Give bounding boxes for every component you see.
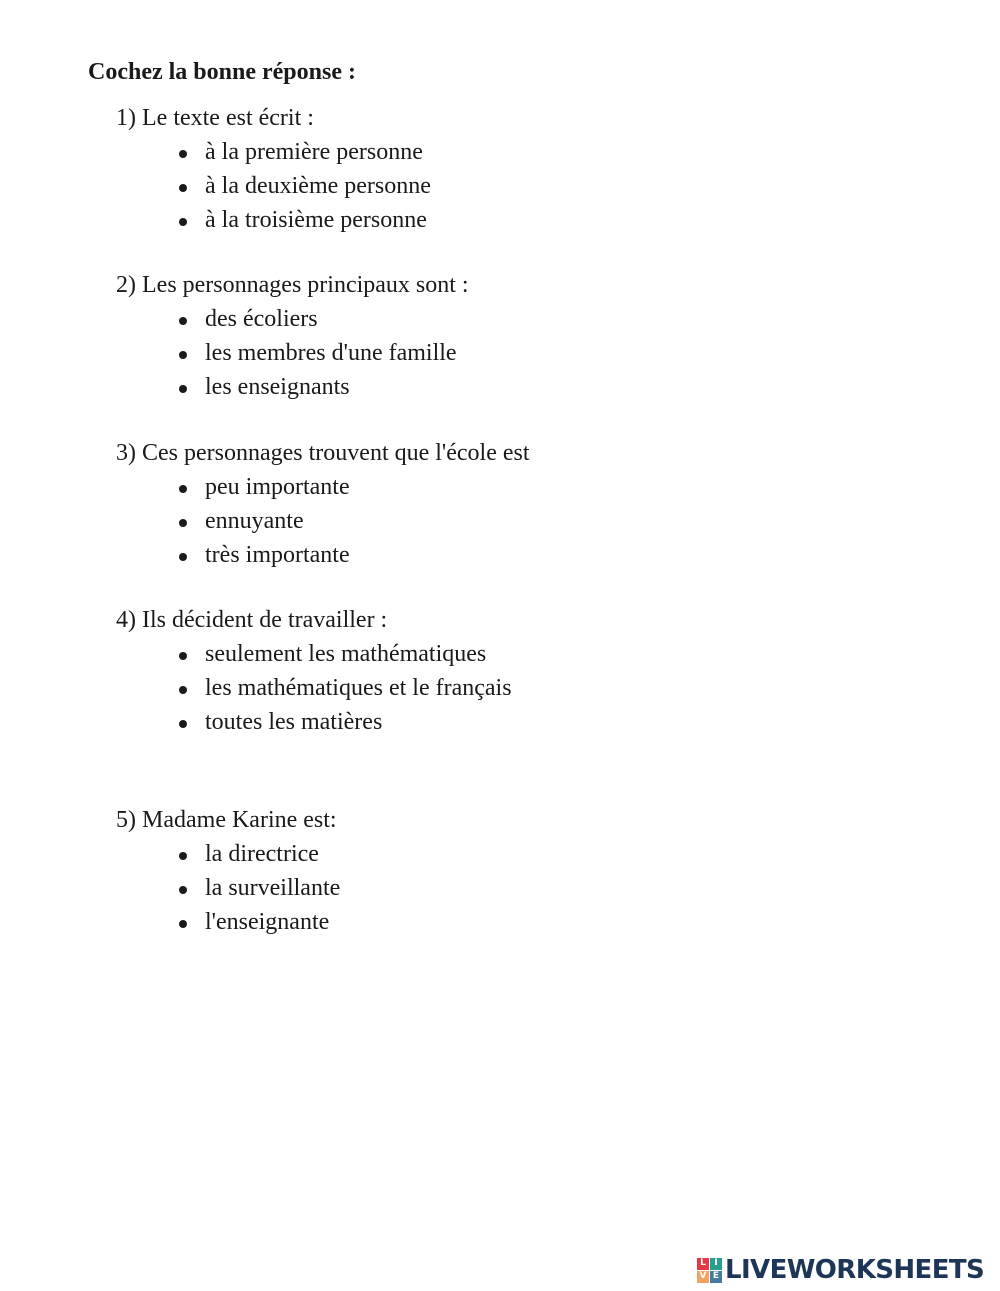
question-3: [116, 436, 530, 573]
bullet-icon: [179, 351, 187, 359]
option-list: [116, 837, 340, 940]
option-item[interactable]: [116, 637, 512, 671]
option-label: à la troisième personne: [205, 207, 427, 234]
question-text: [116, 803, 340, 837]
question-text: [116, 603, 512, 637]
option-label: seulement les mathématiques: [205, 641, 487, 667]
option-item[interactable]: [116, 370, 469, 404]
option-label: toutes les matières: [205, 709, 383, 736]
question-number: 3): [116, 440, 136, 466]
bullet-icon: [179, 553, 187, 561]
logo-text: LIVEWORKSHEETS: [725, 1255, 985, 1285]
option-item[interactable]: [116, 671, 512, 705]
option-list: [116, 637, 512, 740]
worksheet-heading: Cochez la bonne réponse :: [88, 59, 356, 85]
option-list: [116, 135, 431, 238]
bullet-icon: [179, 886, 187, 894]
bullet-icon: [179, 317, 187, 325]
bullet-icon: [179, 184, 187, 192]
badge-letter: L: [697, 1258, 709, 1270]
question-4: [116, 603, 512, 740]
bullet-icon: [179, 720, 187, 728]
question-2: [116, 268, 469, 405]
option-item[interactable]: [116, 203, 431, 237]
option-label: les mathématiques et le français: [205, 675, 512, 702]
badge-letter: V: [697, 1271, 709, 1283]
option-item[interactable]: [116, 871, 340, 905]
option-item[interactable]: [116, 837, 340, 871]
option-item[interactable]: [116, 470, 530, 504]
question-label: Le texte est écrit :: [142, 105, 314, 131]
bullet-icon: [179, 385, 187, 393]
option-label: les enseignants: [205, 374, 350, 401]
question-label: Ces personnages trouvent que l'école est: [142, 440, 530, 466]
bullet-icon: [179, 218, 187, 226]
option-item[interactable]: [116, 336, 469, 370]
option-list: [116, 302, 469, 405]
option-item[interactable]: [116, 538, 530, 572]
option-label: très importante: [205, 542, 350, 569]
question-label: Les personnages principaux sont :: [142, 272, 469, 298]
question-text: [116, 436, 530, 470]
option-item[interactable]: [116, 705, 512, 739]
live-badge-icon: [697, 1258, 722, 1283]
option-label: la surveillante: [205, 875, 341, 902]
option-item[interactable]: [116, 169, 431, 203]
bullet-icon: [179, 852, 187, 860]
question-text: [116, 101, 431, 135]
option-item[interactable]: [116, 504, 530, 538]
question-number: 5): [116, 807, 136, 833]
option-item[interactable]: [116, 905, 340, 939]
liveworksheets-logo: [697, 1254, 984, 1286]
question-label: Ils décident de travailler :: [142, 607, 388, 633]
question-text: [116, 268, 469, 302]
option-label: les membres d'une famille: [205, 340, 457, 367]
question-number: 2): [116, 272, 136, 298]
bullet-icon: [179, 150, 187, 158]
option-item[interactable]: [116, 135, 431, 169]
option-label: à la deuxième personne: [205, 173, 431, 200]
option-label: ennuyante: [205, 508, 304, 535]
option-label: peu importante: [205, 474, 350, 500]
badge-letter: I: [710, 1258, 722, 1270]
option-label: des écoliers: [205, 306, 318, 332]
option-item[interactable]: [116, 302, 469, 336]
bullet-icon: [179, 519, 187, 527]
question-1: [116, 101, 431, 238]
bullet-icon: [179, 920, 187, 928]
badge-letter: E: [710, 1271, 722, 1283]
question-5: [116, 803, 340, 940]
question-number: 4): [116, 607, 136, 633]
option-label: à la première personne: [205, 139, 423, 165]
bullet-icon: [179, 652, 187, 660]
bullet-icon: [179, 686, 187, 694]
option-label: l'enseignante: [205, 909, 330, 936]
bullet-icon: [179, 485, 187, 493]
option-list: [116, 470, 530, 573]
question-label: Madame Karine est:: [142, 807, 337, 833]
question-number: 1): [116, 105, 136, 131]
option-label: la directrice: [205, 841, 319, 867]
